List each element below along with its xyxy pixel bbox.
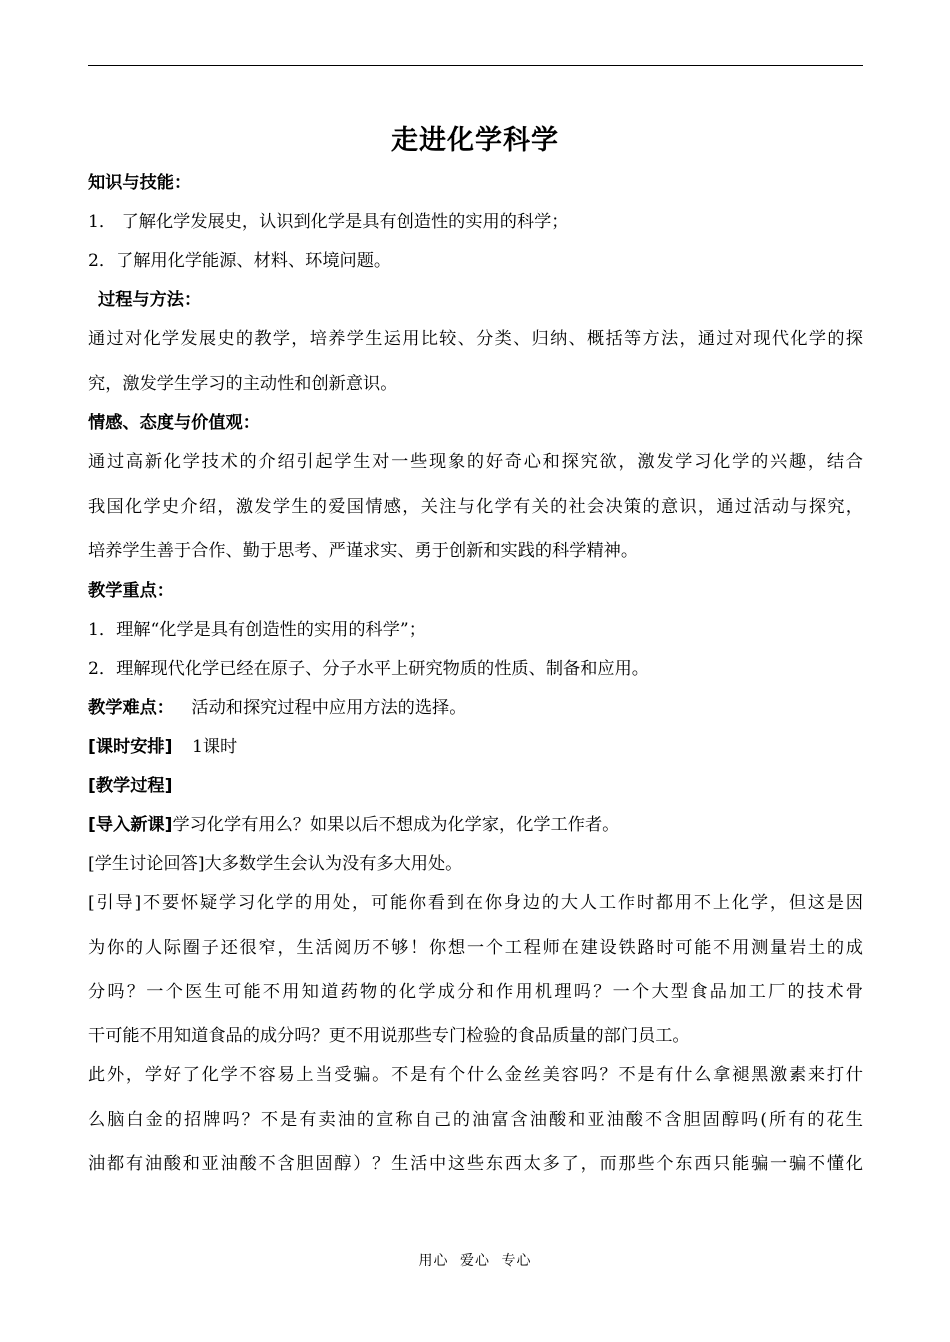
- schedule-line: [88, 736, 863, 758]
- emotion-paragraph-line-2: 我国化学史介绍，激发学生的爱国情感，关注与化学有关的社会决策的意识，通过活动与探究，: [88, 497, 863, 517]
- schedule-text: 1课时: [191, 737, 238, 757]
- extra-paragraph-line-3: 油都有油酸和亚油酸不含胆固醇）？生活中这些东西太多了，而那些个东西只能骗一骗不懂化: [88, 1154, 863, 1174]
- header-rule: [88, 65, 863, 66]
- emotion-paragraph-line-1: 通过高新化学技术的介绍引起学生对一些现象的好奇心和探究欲，激发学习化学的兴趣，结合: [88, 452, 863, 472]
- discussion-line: [学生讨论回答]大多数学生会认为没有多大用处。: [88, 854, 463, 874]
- extra-paragraph-line-2: 么脑白金的招牌吗？不是有卖油的宣称自己的油富含油酸和亚油酸不含胆固醇吗(所有的花生: [88, 1110, 863, 1130]
- knowledge-item-1: 1． 了解化学发展史，认识到化学是具有创造性的实用的科学；: [88, 212, 569, 232]
- guide-paragraph-line-2: 为你的人际圈子还很窄，生活阅历不够！你想一个工程师在建设铁路时可能不用测量岩土的成: [88, 938, 863, 958]
- page-title: 走进化学科学: [391, 125, 559, 156]
- knowledge-item-2: 2．了解用化学能源、材料、环境问题。: [88, 251, 392, 271]
- keypoint-1: 1．理解“化学是具有创造性的实用的科学”；: [88, 620, 426, 640]
- guide-paragraph-line-4: 干可能不用知道食品的成分吗？更不用说那些专门检验的食品质量的部门员工。: [88, 1026, 690, 1046]
- intro-line: [88, 814, 863, 836]
- keypoint-2: 2．理解现代化学已经在原子、分子水平上研究物质的性质、制备和应用。: [88, 659, 649, 679]
- difficulty-heading: 教学难点：: [88, 698, 174, 718]
- intro-text: 学习化学有用么？如果以后不想成为化学家，化学工作者。: [172, 815, 620, 835]
- guide-paragraph-line-1: [引导]不要怀疑学习化学的用处，可能你看到在你身边的大人工作时都用不上化学，但这是因: [88, 893, 863, 913]
- page-footer: 用心 爱心 专心: [418, 1253, 532, 1269]
- extra-paragraph-line-1: 此外，学好了化学不容易上当受骗。不是有个什么金丝美容吗？不是有什么拿褪黑激素来打什: [88, 1065, 863, 1085]
- process-heading: 过程与方法：: [98, 290, 202, 310]
- process-paragraph-line-1: 通过对化学发展史的教学，培养学生运用比较、分类、归纳、概括等方法，通过对现代化学的探: [88, 329, 863, 349]
- intro-label: [导入新课]: [88, 815, 173, 835]
- difficulty-text: 活动和探究过程中应用方法的选择。: [191, 698, 467, 718]
- process-section-heading: [教学过程]: [88, 776, 173, 796]
- keypoints-heading: 教学重点：: [88, 581, 174, 601]
- process-paragraph-line-2: 究，激发学生学习的主动性和创新意识。: [88, 374, 398, 394]
- guide-paragraph-line-3: 分吗？一个医生可能不用知道药物的化学成分和作用机理吗？一个大型食品加工厂的技术骨: [88, 982, 863, 1002]
- knowledge-heading: 知识与技能：: [88, 173, 192, 193]
- emotion-paragraph-line-3: 培养学生善于合作、勤于思考、严谨求实、勇于创新和实践的科学精神。: [88, 541, 639, 561]
- emotion-heading: 情感、态度与价值观：: [88, 413, 260, 433]
- schedule-heading: [课时安排]: [88, 737, 173, 757]
- difficulty-line: [88, 697, 863, 719]
